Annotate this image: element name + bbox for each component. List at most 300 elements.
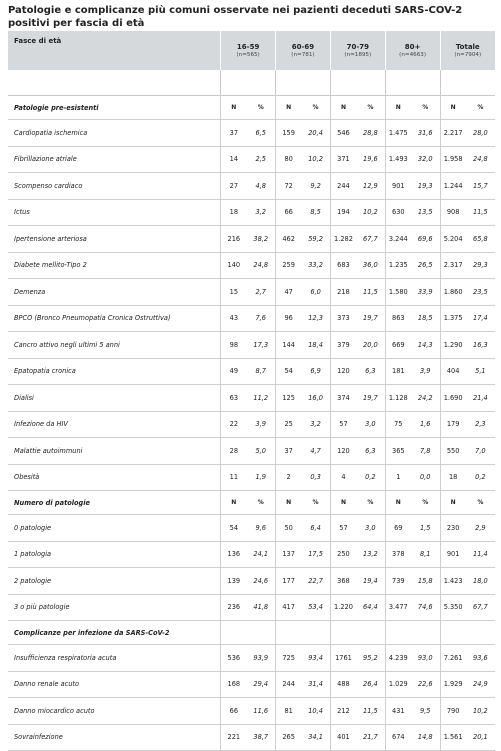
cell-count: 47	[276, 279, 302, 306]
cell-percent: 18,0	[466, 568, 495, 595]
cell-count: 1.929	[440, 671, 466, 698]
column-header-pct: %	[301, 96, 330, 120]
cell-count: 7.261	[440, 645, 466, 672]
column-header-n: N	[276, 491, 302, 515]
row-label: Sovrainfezione	[8, 724, 221, 751]
row-label: Obesità	[8, 464, 221, 491]
cell-count: 1.860	[440, 279, 466, 306]
cell-percent: 5,1	[466, 358, 495, 385]
cell-percent: 65,8	[466, 226, 495, 253]
cell-percent: 41,8	[246, 594, 275, 621]
cell-percent: 24,2	[411, 385, 440, 412]
cell-count: 1.958	[440, 146, 466, 173]
cell-count: 373	[330, 305, 356, 332]
cell-percent: 38,7	[246, 724, 275, 751]
cell-percent: 28,8	[356, 120, 385, 147]
cell-count: 43	[221, 305, 247, 332]
cell-count: 4.239	[385, 645, 411, 672]
row-label: BPCO (Bronco Pneumopatia Cronica Ostruttiva)	[8, 305, 221, 332]
table-row	[8, 252, 495, 279]
cell-percent: 21,4	[466, 385, 495, 412]
cell-percent: 16,3	[466, 332, 495, 359]
cell-count: 1.244	[440, 173, 466, 200]
cell-count: 488	[330, 671, 356, 698]
row-label: Epatopatia cronica	[8, 358, 221, 385]
column-header-n: N	[221, 96, 247, 120]
cell-percent: 5,0	[246, 438, 275, 465]
header-group-16-59: 16-59 (n=565)	[221, 31, 276, 70]
cell-percent: 11,5	[466, 199, 495, 226]
cell-count: 14	[221, 146, 247, 173]
cell-percent: 9,6	[246, 515, 275, 542]
cell-percent: 93,4	[301, 645, 330, 672]
cell-percent: 20,1	[466, 724, 495, 751]
table-row	[8, 385, 495, 412]
section-header-row	[8, 96, 495, 120]
cell-percent: 53,4	[301, 594, 330, 621]
cell-percent: 11,6	[246, 698, 275, 725]
cell-count: 22	[221, 411, 247, 438]
cell-count: 462	[276, 226, 302, 253]
cell-percent: 16,0	[301, 385, 330, 412]
cell-percent: 0,2	[466, 464, 495, 491]
cell-percent: 18,4	[301, 332, 330, 359]
column-header-n: N	[330, 96, 356, 120]
row-label: Scompenso cardiaco	[8, 173, 221, 200]
page-title: Patologie e complicanze più comuni osservate nei pazienti deceduti SARS-COV-2 positivi per fascia di età	[8, 5, 463, 29]
cell-count: 790	[440, 698, 466, 725]
cell-count: 5.204	[440, 226, 466, 253]
cell-percent: 93,9	[246, 645, 275, 672]
row-label: 0 patologie	[8, 515, 221, 542]
row-label: Infezione da HIV	[8, 411, 221, 438]
cell-percent: 18,5	[411, 305, 440, 332]
column-header-n: N	[385, 491, 411, 515]
header-row	[8, 31, 495, 70]
cell-percent: 33,9	[411, 279, 440, 306]
section-header-row	[8, 621, 495, 645]
cell-percent: 31,6	[411, 120, 440, 147]
row-label: Insufficienza respiratoria acuta	[8, 645, 221, 672]
cell-percent: 0,2	[356, 464, 385, 491]
cell-percent: 13,5	[411, 199, 440, 226]
cell-count: 265	[276, 724, 302, 751]
cell-count: 2.217	[440, 120, 466, 147]
cell-percent: 26,5	[411, 252, 440, 279]
cell-count: 50	[276, 515, 302, 542]
column-header-pct: %	[411, 491, 440, 515]
cell-percent: 24,8	[466, 146, 495, 173]
cell-percent: 7,8	[411, 438, 440, 465]
cell-count: 28	[221, 438, 247, 465]
table-row	[8, 515, 495, 542]
column-header-pct: %	[356, 96, 385, 120]
cell-percent: 2,7	[246, 279, 275, 306]
cell-count: 683	[330, 252, 356, 279]
cell-count: 1761	[330, 645, 356, 672]
cell-count: 2.317	[440, 252, 466, 279]
cell-percent: 8,1	[411, 541, 440, 568]
cell-percent: 11,5	[356, 279, 385, 306]
cell-count: 221	[221, 724, 247, 751]
cell-percent: 0,3	[301, 464, 330, 491]
column-header-pct: %	[246, 491, 275, 515]
row-label: Ictus	[8, 199, 221, 226]
cell-count: 3.477	[385, 594, 411, 621]
cell-percent: 67,7	[466, 594, 495, 621]
cell-count: 75	[385, 411, 411, 438]
cell-count: 1.580	[385, 279, 411, 306]
cell-percent: 31,4	[301, 671, 330, 698]
cell-percent: 67,7	[356, 226, 385, 253]
table-row	[8, 438, 495, 465]
cell-count: 11	[221, 464, 247, 491]
header-group-70-79: 70-79 (n=1895)	[330, 31, 385, 70]
row-label: Malattie autoimmuni	[8, 438, 221, 465]
table-row	[8, 594, 495, 621]
cell-count: 368	[330, 568, 356, 595]
cell-percent: 93,6	[466, 645, 495, 672]
header-group-60-69: 60-69 (n=781)	[276, 31, 331, 70]
cell-count: 1.493	[385, 146, 411, 173]
cell-percent: 1,9	[246, 464, 275, 491]
cell-percent: 22,6	[411, 671, 440, 698]
row-label: Ipertensione arteriosa	[8, 226, 221, 253]
cell-count: 181	[385, 358, 411, 385]
table-row	[8, 173, 495, 200]
cell-count: 218	[330, 279, 356, 306]
row-label: Demenza	[8, 279, 221, 306]
cell-percent: 95,2	[356, 645, 385, 672]
cell-percent: 10,2	[356, 199, 385, 226]
cell-percent: 9,5	[411, 698, 440, 725]
cell-percent: 26,4	[356, 671, 385, 698]
cell-count: 244	[276, 671, 302, 698]
cell-percent: 6,3	[356, 438, 385, 465]
cell-percent: 36,0	[356, 252, 385, 279]
cell-count: 1.220	[330, 594, 356, 621]
cell-count: 37	[221, 120, 247, 147]
cell-count: 3.244	[385, 226, 411, 253]
header-group-80plus: 80+ (n=4663)	[385, 31, 440, 70]
cell-count: 177	[276, 568, 302, 595]
cell-count: 81	[276, 698, 302, 725]
cell-count: 27	[221, 173, 247, 200]
cell-count: 1.475	[385, 120, 411, 147]
cell-count: 378	[385, 541, 411, 568]
row-label: Cardiopatia ischemica	[8, 120, 221, 147]
cell-count: 49	[221, 358, 247, 385]
cell-count: 54	[276, 358, 302, 385]
column-header-pct: %	[246, 96, 275, 120]
cell-percent: 19,7	[356, 385, 385, 412]
cell-count: 80	[276, 146, 302, 173]
cell-count: 66	[221, 698, 247, 725]
cell-percent: 7,6	[246, 305, 275, 332]
cell-percent: 8,7	[246, 358, 275, 385]
table-body	[8, 96, 495, 751]
cell-count: 404	[440, 358, 466, 385]
cell-percent: 19,4	[356, 568, 385, 595]
row-label: Cancro attivo negli ultimi 5 anni	[8, 332, 221, 359]
cell-count: 863	[385, 305, 411, 332]
cell-count: 18	[221, 199, 247, 226]
table-row	[8, 568, 495, 595]
cell-count: 137	[276, 541, 302, 568]
cell-count: 374	[330, 385, 356, 412]
cell-count: 1.375	[440, 305, 466, 332]
cell-percent: 11,4	[466, 541, 495, 568]
cell-percent: 6,3	[356, 358, 385, 385]
header-group-total: Totale (n=7904)	[440, 31, 495, 70]
cell-percent: 32,0	[411, 146, 440, 173]
cell-percent: 4,7	[301, 438, 330, 465]
row-label: 3 o più patologie	[8, 594, 221, 621]
cell-percent: 17,3	[246, 332, 275, 359]
cell-count: 1.128	[385, 385, 411, 412]
cell-percent: 14,8	[411, 724, 440, 751]
row-label: Dialisi	[8, 385, 221, 412]
table-row	[8, 411, 495, 438]
cell-count: 630	[385, 199, 411, 226]
cell-count: 546	[330, 120, 356, 147]
cell-count: 1.290	[440, 332, 466, 359]
cell-percent: 24,1	[246, 541, 275, 568]
cell-percent: 3,9	[246, 411, 275, 438]
cell-percent: 17,5	[301, 541, 330, 568]
cell-count: 908	[440, 199, 466, 226]
cell-percent: 0,0	[411, 464, 440, 491]
cell-percent: 20,0	[356, 332, 385, 359]
cell-percent: 19,7	[356, 305, 385, 332]
cell-percent: 6,9	[301, 358, 330, 385]
cell-count: 144	[276, 332, 302, 359]
cell-count: 669	[385, 332, 411, 359]
cell-percent: 15,7	[466, 173, 495, 200]
row-label: Diabete mellito-Tipo 2	[8, 252, 221, 279]
column-header-n: N	[440, 491, 466, 515]
cell-count: 125	[276, 385, 302, 412]
cell-percent: 64,4	[356, 594, 385, 621]
column-header-n: N	[440, 96, 466, 120]
cell-percent: 12,3	[301, 305, 330, 332]
cell-percent: 38,2	[246, 226, 275, 253]
cell-percent: 15,8	[411, 568, 440, 595]
row-label: 2 patologie	[8, 568, 221, 595]
cell-count: 57	[330, 515, 356, 542]
table-row	[8, 146, 495, 173]
header-spacer-row	[8, 70, 495, 96]
cell-percent: 21,7	[356, 724, 385, 751]
table-row	[8, 358, 495, 385]
table-row	[8, 332, 495, 359]
section-title: Complicanze per infezione da SARS-CoV-2	[8, 621, 221, 645]
table-row	[8, 724, 495, 751]
cell-count: 69	[385, 515, 411, 542]
cell-percent: 10,2	[301, 146, 330, 173]
table-row	[8, 645, 495, 672]
cell-count: 5.350	[440, 594, 466, 621]
cell-count: 15	[221, 279, 247, 306]
cell-count: 4	[330, 464, 356, 491]
cell-count: 72	[276, 173, 302, 200]
cell-percent: 24,9	[466, 671, 495, 698]
cell-count: 140	[221, 252, 247, 279]
data-table-container	[8, 31, 495, 751]
cell-count: 63	[221, 385, 247, 412]
cell-percent: 9,2	[301, 173, 330, 200]
cell-percent: 11,2	[246, 385, 275, 412]
cell-count: 136	[221, 541, 247, 568]
cell-percent: 3,2	[301, 411, 330, 438]
table-row	[8, 120, 495, 147]
cell-percent: 3,2	[246, 199, 275, 226]
cell-count: 18	[440, 464, 466, 491]
cell-count: 536	[221, 645, 247, 672]
cell-percent: 19,6	[356, 146, 385, 173]
section-title: Numero di patologie	[8, 491, 221, 515]
cell-count: 550	[440, 438, 466, 465]
cell-percent: 69,6	[411, 226, 440, 253]
column-header-pct: %	[301, 491, 330, 515]
cell-percent: 74,6	[411, 594, 440, 621]
cell-count: 212	[330, 698, 356, 725]
cell-count: 96	[276, 305, 302, 332]
cell-percent: 29,3	[466, 252, 495, 279]
cell-percent: 7,0	[466, 438, 495, 465]
cell-count: 179	[440, 411, 466, 438]
cell-count: 371	[330, 146, 356, 173]
cell-count: 236	[221, 594, 247, 621]
cell-percent: 3,9	[411, 358, 440, 385]
cell-count: 120	[330, 438, 356, 465]
cell-percent: 1,5	[411, 515, 440, 542]
table-row	[8, 698, 495, 725]
cell-count: 159	[276, 120, 302, 147]
cell-percent: 28,0	[466, 120, 495, 147]
cell-percent: 1,6	[411, 411, 440, 438]
row-label: Danno renale acuto	[8, 671, 221, 698]
comorbidity-table	[8, 31, 495, 751]
cell-count: 1.690	[440, 385, 466, 412]
cell-percent: 10,4	[301, 698, 330, 725]
cell-percent: 24,6	[246, 568, 275, 595]
cell-percent: 20,4	[301, 120, 330, 147]
cell-percent: 29,4	[246, 671, 275, 698]
cell-count: 401	[330, 724, 356, 751]
section-header-row	[8, 491, 495, 515]
cell-percent: 6,0	[301, 279, 330, 306]
cell-percent: 12,9	[356, 173, 385, 200]
cell-percent: 93,0	[411, 645, 440, 672]
cell-count: 379	[330, 332, 356, 359]
cell-count: 1	[385, 464, 411, 491]
cell-percent: 23,5	[466, 279, 495, 306]
cell-count: 244	[330, 173, 356, 200]
cell-percent: 3,0	[356, 411, 385, 438]
column-header-n: N	[385, 96, 411, 120]
cell-percent: 24,8	[246, 252, 275, 279]
cell-count: 901	[385, 173, 411, 200]
cell-percent: 2,3	[466, 411, 495, 438]
cell-count: 194	[330, 199, 356, 226]
column-header-pct: %	[356, 491, 385, 515]
cell-count: 250	[330, 541, 356, 568]
cell-percent: 2,5	[246, 146, 275, 173]
cell-count: 739	[385, 568, 411, 595]
table-row	[8, 305, 495, 332]
cell-count: 431	[385, 698, 411, 725]
column-header-n: N	[330, 491, 356, 515]
cell-percent: 13,2	[356, 541, 385, 568]
row-label: Danno miocardico acuto	[8, 698, 221, 725]
cell-count: 901	[440, 541, 466, 568]
table-row	[8, 226, 495, 253]
cell-count: 1.235	[385, 252, 411, 279]
cell-count: 1.282	[330, 226, 356, 253]
column-header-pct: %	[466, 96, 495, 120]
column-header-n: N	[221, 491, 247, 515]
cell-percent: 6,4	[301, 515, 330, 542]
cell-count: 417	[276, 594, 302, 621]
cell-count: 259	[276, 252, 302, 279]
cell-count: 1.561	[440, 724, 466, 751]
table-row	[8, 464, 495, 491]
cell-percent: 19,3	[411, 173, 440, 200]
column-header-pct: %	[411, 96, 440, 120]
cell-count: 365	[385, 438, 411, 465]
table-row	[8, 199, 495, 226]
cell-count: 139	[221, 568, 247, 595]
row-label: Fibrillazione atriale	[8, 146, 221, 173]
cell-count: 98	[221, 332, 247, 359]
cell-percent: 4,8	[246, 173, 275, 200]
cell-count: 37	[276, 438, 302, 465]
cell-count: 216	[221, 226, 247, 253]
cell-percent: 22,7	[301, 568, 330, 595]
cell-percent: 2,9	[466, 515, 495, 542]
cell-count: 1.029	[385, 671, 411, 698]
cell-count: 168	[221, 671, 247, 698]
cell-percent: 6,5	[246, 120, 275, 147]
cell-count: 674	[385, 724, 411, 751]
row-label: 1 patologia	[8, 541, 221, 568]
table-row	[8, 279, 495, 306]
cell-percent: 17,4	[466, 305, 495, 332]
header-age-bands: Fasce di età	[8, 31, 221, 70]
cell-percent: 14,3	[411, 332, 440, 359]
section-title: Patologie pre-esistenti	[8, 96, 221, 120]
cell-percent: 3,0	[356, 515, 385, 542]
cell-count: 57	[330, 411, 356, 438]
cell-count: 120	[330, 358, 356, 385]
cell-percent: 33,2	[301, 252, 330, 279]
cell-percent: 11,5	[356, 698, 385, 725]
cell-percent: 8,5	[301, 199, 330, 226]
cell-count: 725	[276, 645, 302, 672]
cell-percent: 34,1	[301, 724, 330, 751]
column-header-n: N	[276, 96, 302, 120]
cell-count: 25	[276, 411, 302, 438]
cell-count: 1.423	[440, 568, 466, 595]
cell-percent: 59,2	[301, 226, 330, 253]
cell-count: 54	[221, 515, 247, 542]
table-row	[8, 541, 495, 568]
cell-percent: 10,2	[466, 698, 495, 725]
cell-count: 2	[276, 464, 302, 491]
cell-count: 66	[276, 199, 302, 226]
cell-count: 230	[440, 515, 466, 542]
